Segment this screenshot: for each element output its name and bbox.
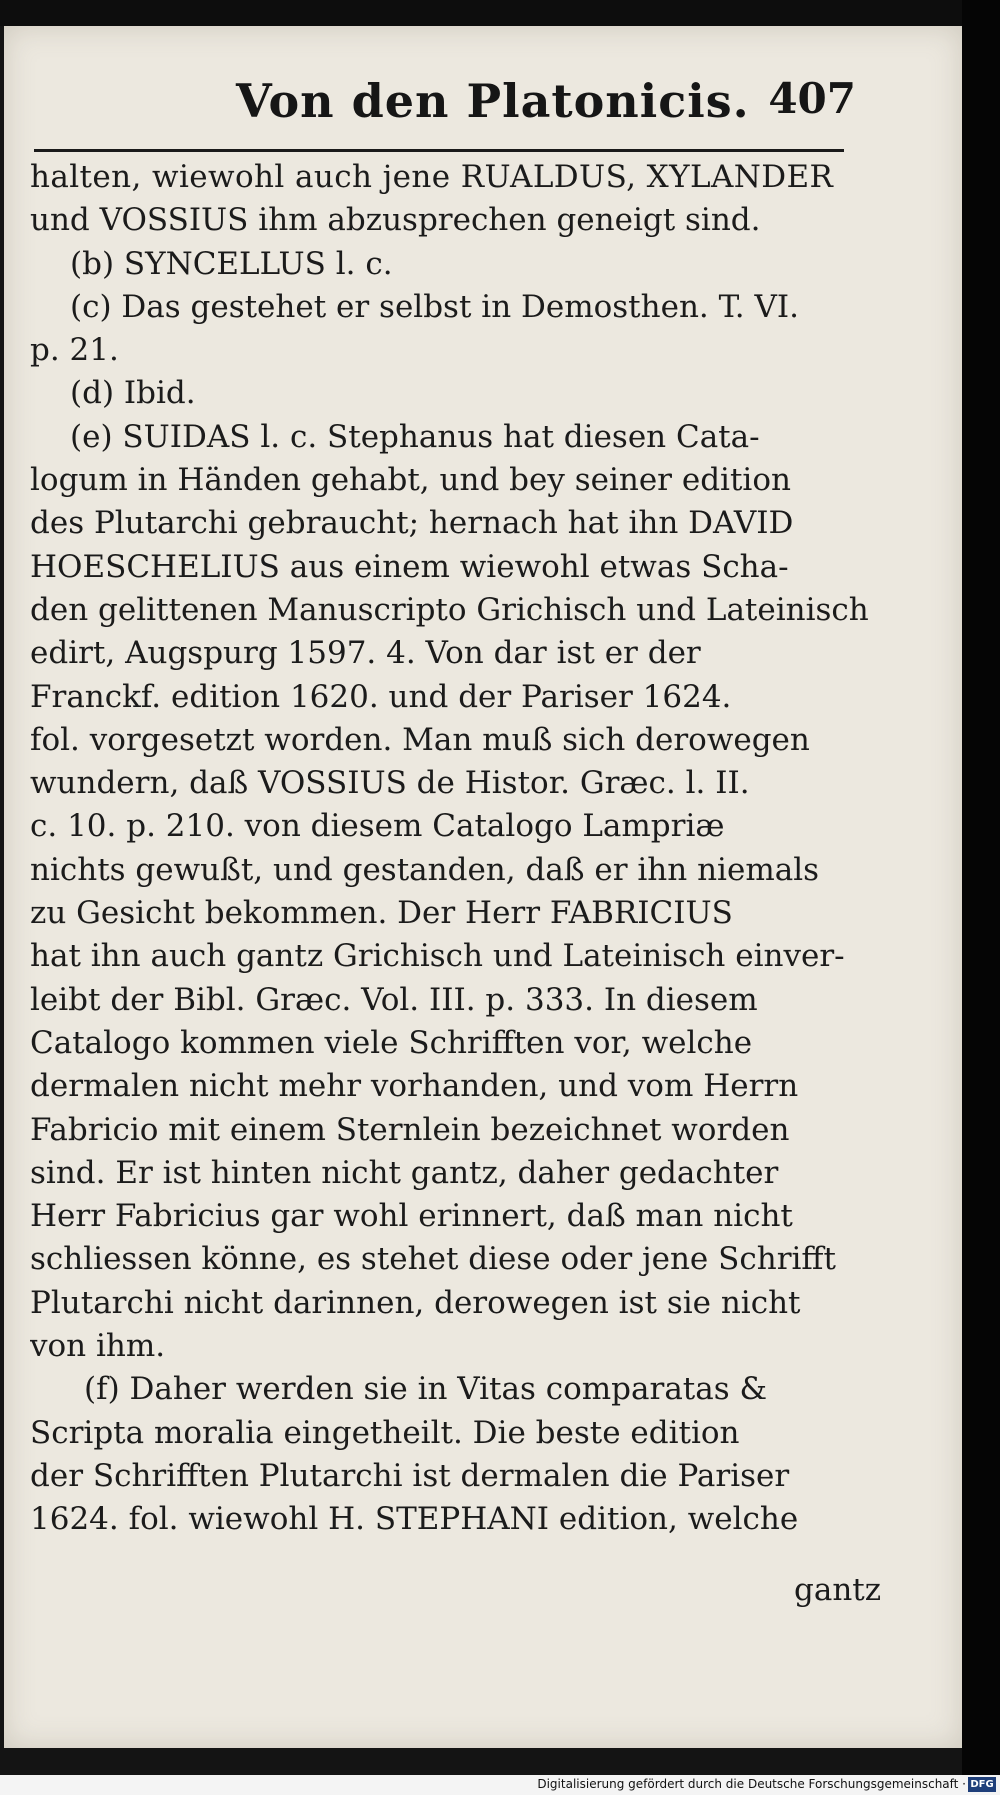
text-line: Scripta moralia eingetheilt. Die beste edition xyxy=(30,1414,740,1451)
text-line: Herr Fabricius gar wohl erinnert, daß man nicht xyxy=(30,1198,793,1235)
footnote-e: (e) SUIDAS l. c. Stephanus hat diesen Cata- xyxy=(70,418,760,455)
text-line: halten, wiewohl auch jene RUALDUS, XYLANDER xyxy=(30,159,834,195)
text-line: und VOSSIUS ihm abzusprechen geneigt sind. xyxy=(30,202,761,239)
text-line: HOESCHELIUS aus einem wiewohl etwas Scha- xyxy=(30,548,789,585)
text-line: edirt, Augspurg 1597. 4. Von dar ist er der xyxy=(30,635,701,672)
page-header xyxy=(236,66,856,136)
text-line: Fabricio mit einem Sternlein bezeichnet worden xyxy=(30,1111,790,1148)
text-line: des Plutarchi gebraucht; hernach hat ihn DAVID xyxy=(30,505,794,542)
text-line: den gelittenen Manuscripto Grichisch und Lateinisch xyxy=(30,591,869,628)
text-line: c. 10. p. 210. von diesem Catalogo Lampriæ xyxy=(30,808,725,845)
text-line: wundern, daß VOSSIUS de Histor. Græc. l. II. xyxy=(30,765,750,802)
scan-right-border xyxy=(962,0,1000,1795)
page-number: 407 xyxy=(768,74,856,123)
book-page xyxy=(4,26,962,1748)
footnote-f: (f) Daher werden sie in Vitas comparatas & xyxy=(84,1371,768,1408)
text-line: Catalogo kommen viele Schrifften vor, welche xyxy=(30,1024,753,1061)
text-line: p. 21. xyxy=(30,332,119,369)
scan-top-border xyxy=(0,0,1000,26)
running-head: Von den Platonicis. xyxy=(236,74,750,128)
text-line: leibt der Bibl. Græc. Vol. III. p. 333. In diesem xyxy=(30,981,758,1018)
text-line: der Schrifften Plutarchi ist dermalen die Pariser xyxy=(30,1457,790,1494)
text-line: zu Gesicht bekommen. Der Herr FABRICIUS xyxy=(30,895,733,932)
text-line: von ihm. xyxy=(30,1328,166,1365)
text-line: schliessen könne, es stehet diese oder jene Schrifft xyxy=(30,1241,836,1278)
text-line: Plutarchi nicht darinnen, derowegen ist sie nicht xyxy=(30,1284,801,1321)
text-line: logum in Händen gehabt, und bey seiner edition xyxy=(30,462,791,499)
text-line: dermalen nicht mehr vorhanden, und vom Herrn xyxy=(30,1068,799,1105)
text-line: sind. Er ist hinten nicht gantz, daher gedachter xyxy=(30,1154,779,1191)
text-line: 1624. fol. wiewohl H. STEPHANI edition, welche xyxy=(30,1501,799,1538)
text-line: nichts gewußt, und gestanden, daß er ihn niemals xyxy=(30,851,820,888)
dfg-logo-icon: DFG xyxy=(968,1777,996,1792)
text-line: hat ihn auch gantz Grichisch und Lateinisch einver- xyxy=(30,938,845,975)
catchword: gantz xyxy=(794,1572,882,1608)
text-line: fol. vorgesetzt worden. Man muß sich derowegen xyxy=(30,721,810,758)
footnote-c: (c) Das gestehet er selbst in Demosthen. T. VI. xyxy=(70,288,799,325)
footnote-b: (b) SYNCELLUS l. c. xyxy=(70,245,393,282)
funding-credit: Digitalisierung gefördert durch die Deutsche Forschungsgemeinschaft · xyxy=(537,1777,966,1791)
footnote-text-block xyxy=(30,156,870,1542)
footnote-d: (d) Ibid. xyxy=(70,375,196,412)
text-line: Franckf. edition 1620. und der Pariser 1624. xyxy=(30,678,732,715)
header-rule xyxy=(34,149,844,152)
